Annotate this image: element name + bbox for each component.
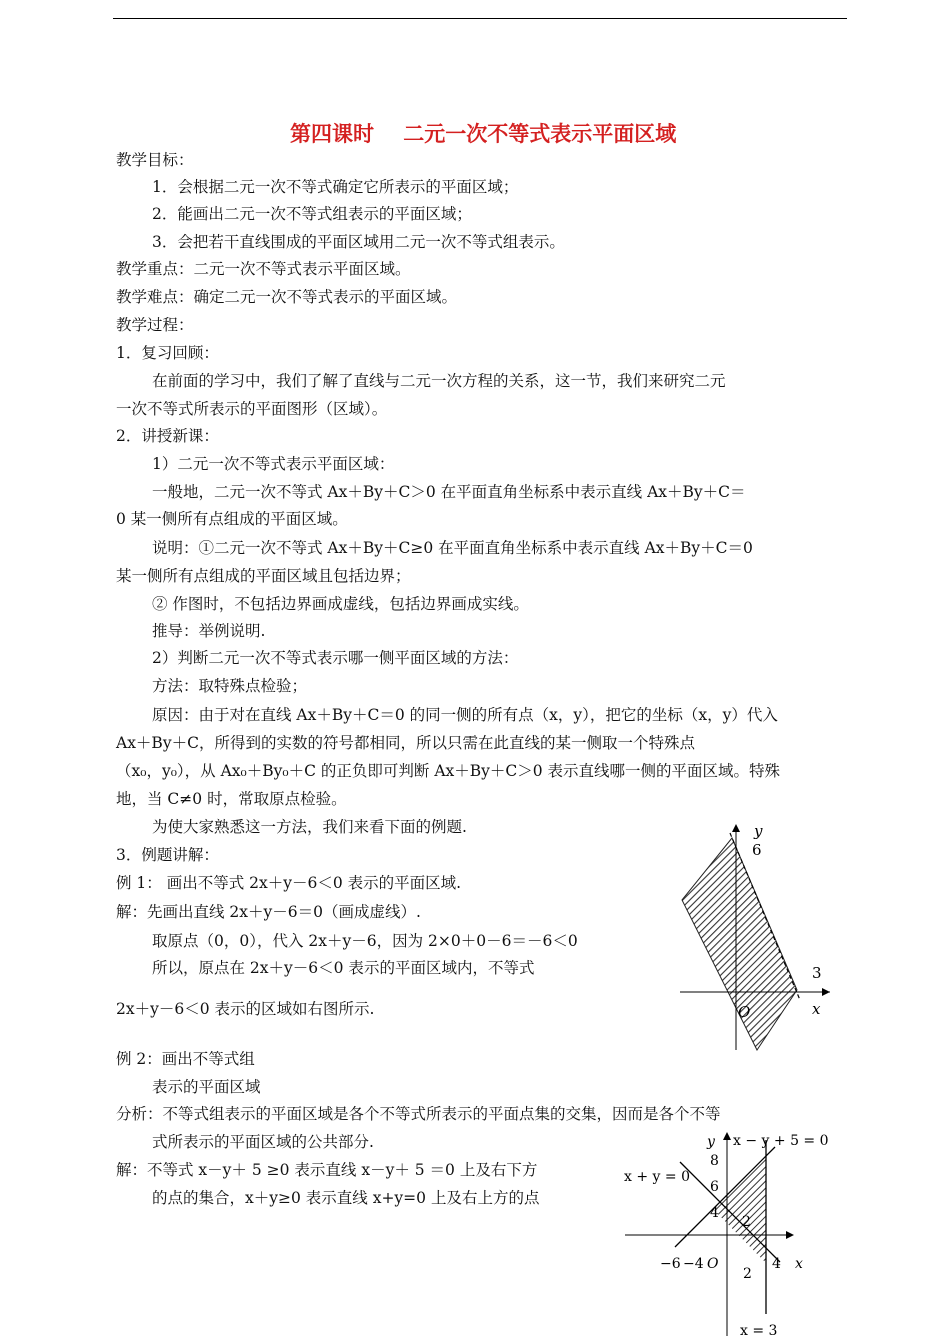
text-line: （x₀，y₀），从 Ax₀＋By₀＋C 的正负即可判断 Ax＋By＋C＞0 表示直线哪一侧的平面区域。特殊 <box>116 762 781 780</box>
y-tick-4: 4 <box>710 1205 719 1221</box>
y-tick-8: 8 <box>710 1153 719 1169</box>
text-line: 地，当 C≠0 时，常取原点检验。 <box>116 790 347 808</box>
text-line: 教学过程： <box>116 316 194 334</box>
text-line: 某一侧所有点组成的平面区域且包括边界； <box>116 567 411 585</box>
text-line: 例 1： 画出不等式 2x＋y－6＜0 表示的平面区域. <box>116 874 462 892</box>
text-line: 3．例题讲解： <box>116 846 219 864</box>
text-line: 例 2：画出不等式组 <box>116 1050 255 1068</box>
y-axis-label: y <box>754 822 763 840</box>
text-line: ② 作图时，不包括边界画成虚线，包括边界画成实线。 <box>152 595 529 613</box>
text-line: 2x＋y－6＜0 表示的区域如右图所示. <box>116 1000 375 1018</box>
text-line: 解：不等式 x－y＋ 5 ≥0 表示直线 x－y＋ 5 ＝0 上及右下方 <box>116 1161 538 1179</box>
text-line: 说明：①二元一次不等式 Ax＋By＋C≥0 在平面直角坐标系中表示直线 Ax＋By＋C＝0 <box>152 539 753 557</box>
text-line: 原因：由于对在直线 Ax＋By＋C＝0 的同一侧的所有点（x，y），把它的坐标（x，y）代入 <box>152 706 778 724</box>
text-line: 为使大家熟悉这一方法，我们来看下面的例题. <box>152 818 467 836</box>
y-axis-arrow <box>723 1132 731 1140</box>
origin-label: O <box>738 1003 751 1021</box>
text-line: 取原点（0，0），代入 2x＋y－6，因为 2×0＋0－6＝－6＜0 <box>152 932 578 950</box>
y-intercept-label: 6 <box>752 841 762 859</box>
text-line: 2）判断二元一次不等式表示哪一侧平面区域的方法： <box>152 649 519 667</box>
text-line: 所以，原点在 2x＋y－6＜0 表示的平面区域内，不等式 <box>152 959 535 977</box>
x-axis-label: x <box>812 1000 821 1018</box>
figure-example-1 <box>672 818 842 1058</box>
text-line: 式所表示的平面区域的公共部分. <box>152 1133 374 1151</box>
text-line: Ax＋By＋C，所得到的实数的符号都相同，所以只需在此直线的某一侧取一个特殊点 <box>116 734 695 752</box>
x-tick-minus-6: −6 <box>660 1256 681 1272</box>
x-tick-minus-4: −4 <box>683 1256 704 1272</box>
text-line: 分析：不等式组表示的平面区域是各个不等式所表示的平面点集的交集，因而是各个不等 <box>116 1105 721 1123</box>
text-line: 1．会根据二元一次不等式确定它所表示的平面区域； <box>152 178 519 196</box>
origin-label: O <box>707 1256 719 1272</box>
y-tick-6: 6 <box>710 1179 719 1195</box>
text-line: 在前面的学习中，我们了解了直线与二元一次方程的关系，这一节，我们来研究二元 <box>152 372 726 390</box>
text-line: 的点的集合，x＋y≥0 表示直线 x+y=0 上及右上方的点 <box>152 1189 540 1207</box>
text-line: 2．能画出二元一次不等式组表示的平面区域； <box>152 205 472 223</box>
line-label-x-plus-y: x + y = 0 <box>624 1169 690 1185</box>
y-axis-label: y <box>707 1134 715 1150</box>
x-intercept-label: 3 <box>812 964 822 982</box>
text-line: 一般地，二元一次不等式 Ax＋By＋C＞0 在平面直角坐标系中表示直线 Ax＋By＋C＝ <box>152 483 746 501</box>
text-line: 推导：举例说明. <box>152 622 266 640</box>
text-line: 3．会把若干直线围成的平面区域用二元一次不等式组表示。 <box>152 233 565 251</box>
text-line: 一次不等式所表示的平面图形（区域）。 <box>116 400 388 418</box>
text-line: 教学目标： <box>116 151 194 169</box>
figure-example-2 <box>620 1128 850 1342</box>
text-line: 2．讲授新课： <box>116 427 219 445</box>
text-line: 解：先画出直线 2x＋y－6＝0（画成虚线）. <box>116 903 421 921</box>
text-line: 方法：取特殊点检验； <box>152 677 308 695</box>
x-axis-arrow <box>786 1231 794 1239</box>
text-line: 0 某一侧所有点组成的平面区域。 <box>116 510 348 528</box>
text-line: 1）二元一次不等式表示平面区域： <box>152 455 395 473</box>
x-tick-4: 4 <box>772 1256 781 1272</box>
x-axis-arrow <box>822 988 830 996</box>
y-axis-arrow <box>732 824 740 832</box>
text-line: 1．复习回顾： <box>116 344 219 362</box>
text-line: 教学重点：二元一次不等式表示平面区域。 <box>116 260 411 278</box>
shaded-region <box>713 1156 766 1263</box>
line-label-x-minus-y-plus-5: x − y + 5 = 0 <box>733 1133 829 1149</box>
x-axis-label: x <box>795 1256 803 1272</box>
header-rule <box>113 18 847 19</box>
text-line: 表示的平面区域 <box>152 1078 261 1096</box>
page-title: 第四课时 二元一次不等式表示平面区域 <box>290 122 677 146</box>
text-line: 教学难点：确定二元一次不等式表示的平面区域。 <box>116 288 458 306</box>
x-tick-2: 2 <box>743 1266 752 1282</box>
line-label-x-equals-3: x = 3 <box>740 1323 778 1339</box>
y-tick-2: 2 <box>742 1214 751 1230</box>
